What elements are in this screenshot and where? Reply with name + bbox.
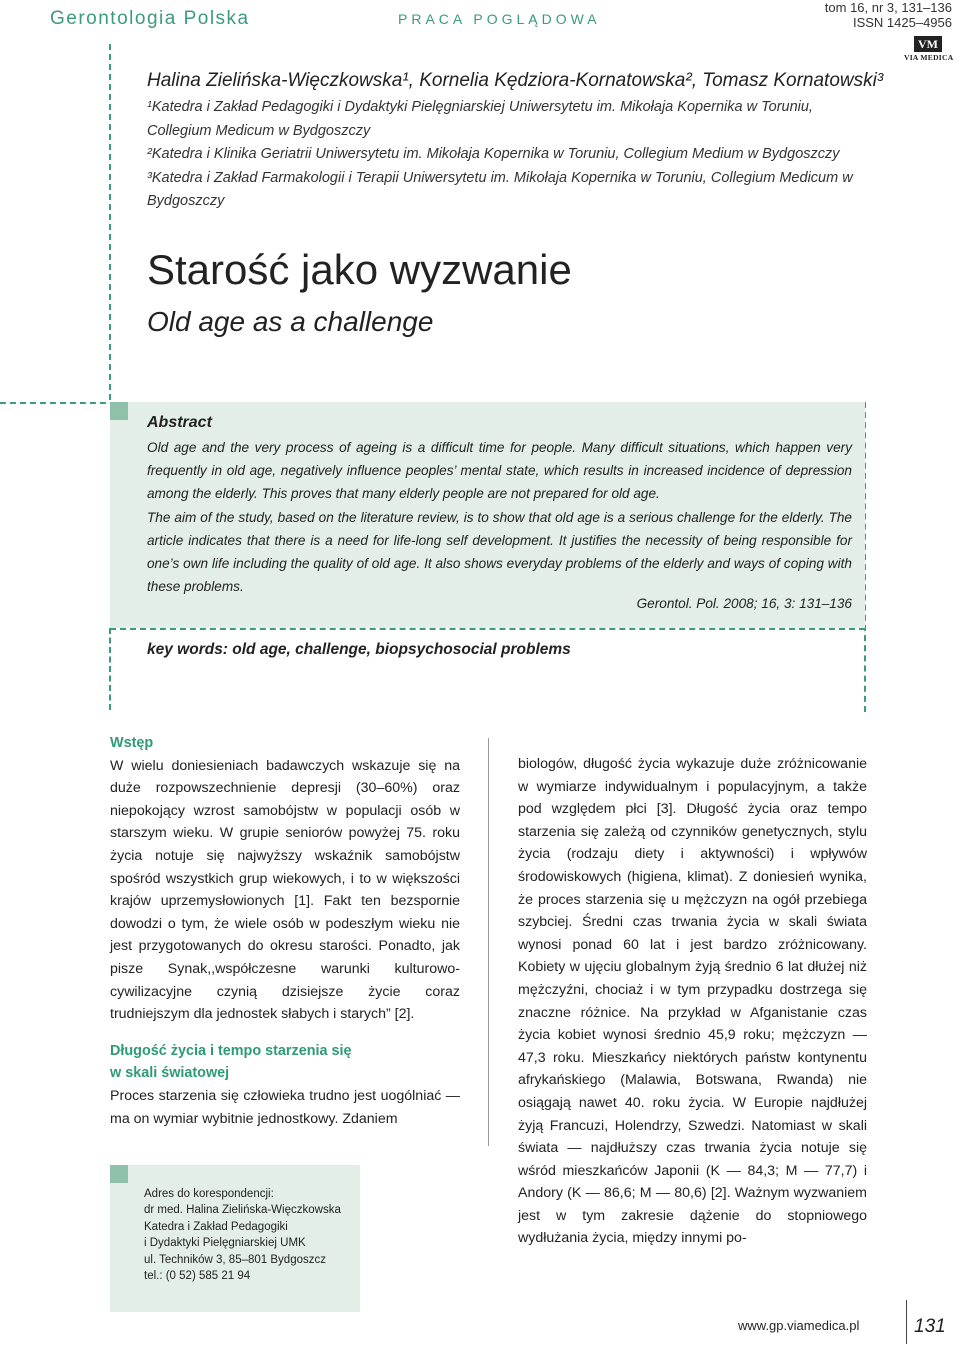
issue-volume: tom 16, nr 3, 131–136 bbox=[824, 0, 952, 15]
abstract-paragraph-1: Old age and the very process of ageing is a difficult time for people. Many difficult situations, which happen very frequently in old age, negatively influence peoples’ mental state, which results in increased incidence of depression among the elderly. This proves that many elderly people are not prepared for old age. bbox=[147, 440, 852, 502]
abstract-paragraph-2: The aim of the study, based on the literature review, is to show that old age is a serious challenge for the elderly. The article indicates that there is a need for life-long self development. It justifies the necessity of being responsible for one’s own life including the quality of old age. It also shows everyday problems of the elderly and ways of coping with these problems. bbox=[147, 509, 852, 595]
publisher-logo-icon: VM bbox=[914, 36, 942, 52]
correspondence-line: dr med. Halina Zielińska-Więczkowska bbox=[144, 1204, 341, 1217]
heading-life-expectancy-2: w skali światowej bbox=[110, 1065, 230, 1082]
heading-introduction: Wstęp bbox=[110, 735, 154, 751]
abstract-corner-square bbox=[110, 402, 128, 420]
publisher-logo-text: VIA MEDICA bbox=[904, 53, 954, 62]
life-expectancy-paragraph: Proces starzenia się człowieka trudno jest uogólniać — ma on wymiar wybitnie jednostkowy. Zdaniem bbox=[110, 1087, 460, 1127]
journal-url-link[interactable]: www.gp.viamedica.pl bbox=[738, 1318, 860, 1333]
frame-dashed-left-top bbox=[109, 44, 111, 400]
correspondence-line: tel.: (0 52) 585 21 94 bbox=[144, 1270, 251, 1283]
correspondence-address bbox=[144, 1186, 341, 1284]
left-column bbox=[110, 732, 460, 1130]
page-number-divider bbox=[906, 1300, 907, 1344]
issue-issn: ISSN 1425–4956 bbox=[852, 15, 952, 30]
right-column-paragraph: biologów, długość życia wykazuje duże zróżnicowanie w wymiarze indywidualnym i populacyjnym, a także pod względem płci [3]. Długość życia oraz tempo starzenia się zależą od czynników genetycznych, stylu życia (rodzaju diety i aktywności) i wpływów środowiskowych (higiena, klimat). Z doniesień wynika, że proces starzenia się u mężczyzn na ogół przebiega szybciej. Średni czas trwania życia w skali świata wynosi ponad 60 lat i jest bardzo zróżnicowany. Kobiety w ujęciu globalnym żyją średnio 6 lat dłużej niż mężczyźni, chociaż i w tym przypadku dostrzega się znaczne różnice. Na przykład w Afganistanie czas życia kobiet wynosi średnio 45,9 roku; mężczyzn — 47,3 roku. Mieszkańcy niektórych państw kontynentu afrykańskiego (Malawia, Botswana, Rwanda) nie osiągają nawet 40. roku życia. W Europie najdłużej żyją Francuzi, Holendrzy, Szwedzi. Natomiast w skali świata — najdłuższy czas trwania życia notuje się wśród mieszkańców Japonii (K — 84,3; M — 77,7) i Andory (K — 86,6; M — 80,6) [2]. Ważnym wyzwaniem jest w tym zakresie dążenie do stopniowego wydłużania życia, między innymi po- bbox=[518, 756, 867, 1247]
introduction-paragraph: W wielu doniesieniach badawczych wskazuje się na duże rozpowszechnienie depresji (30–60%) oraz niepokojący wzrost samobójstw w populacji osób w starszym wieku. W grupie seniorów powyżej 75. roku życia notuje się najwyższy wskaźnik samobójstw spośród wszystkich grup wiekowych, i to w większości krajów uprzemysłowionych [1]. Fakt ten bezspornie dowodzi o tym, że wiele osób w podeszłym wieku nie jest przygotowanych do okresu starości. Ponadto, jak pisze Synak,,współczesne warunki kulturowo-cywilizacyjne czynią dzisiejsze życie coraz trudniejszym dla jednostek słabych i starych” [2]. bbox=[110, 757, 460, 1023]
correspondence-line: i Dydaktyki Pielęgniarskiej UMK bbox=[144, 1237, 306, 1250]
journal-name: Gerontologia Polska bbox=[50, 8, 250, 29]
citation: Gerontol. Pol. 2008; 16, 3: 131–136 bbox=[636, 596, 852, 611]
correspondence-line: Katedra i Zakład Pedagogiki bbox=[144, 1220, 288, 1233]
authors: Halina Zielińska-Więczkowska¹, Kornelia Kędziora-Kornatowska², Tomasz Kornatowski³ bbox=[147, 70, 884, 91]
correspondence-line: ul. Techników 3, 85–801 Bydgoszcz bbox=[144, 1253, 326, 1266]
correspondence-corner-square bbox=[110, 1165, 128, 1183]
column-separator bbox=[488, 738, 489, 1146]
abstract-dashed-divider bbox=[110, 628, 865, 630]
affiliations bbox=[147, 96, 867, 214]
section-label: PRACA POGLĄDOWA bbox=[398, 11, 601, 27]
right-column bbox=[518, 753, 867, 1250]
affiliation-1: ¹Katedra i Zakład Pedagogiki i Dydaktyki Pielęgniarskiej Uniwersytetu im. Mikołaja Kopernika w Toruniu, Collegium Medicum w Bydgoszczy bbox=[147, 99, 813, 139]
keywords: key words: old age, challenge, biopsychosocial problems bbox=[147, 641, 571, 658]
page-number: 131 bbox=[914, 1316, 946, 1337]
abstract-heading: Abstract bbox=[147, 414, 212, 431]
affiliation-3: ³Katedra i Zakład Farmakologii i Terapii Uniwersytetu im. Mikołaja Kopernika w Toruniu, Collegium Medicum w Bydgoszczy bbox=[147, 169, 853, 209]
affiliation-2: ²Katedra i Klinika Geriatrii Uniwersytetu im. Mikołaja Kopernika w Toruniu, Collegium Medium w Bydgoszczy bbox=[147, 146, 840, 162]
issue-info bbox=[825, 0, 952, 30]
title-english: Old age as a challenge bbox=[147, 306, 434, 337]
title-polish: Starość jako wyzwanie bbox=[147, 246, 572, 293]
abstract-text bbox=[147, 436, 852, 598]
heading-life-expectancy-1: Długość życia i tempo starzenia się bbox=[110, 1042, 352, 1059]
frame-dashed-left-bottom bbox=[109, 628, 111, 710]
correspondence-line: Adres do korespondencji: bbox=[144, 1188, 274, 1200]
